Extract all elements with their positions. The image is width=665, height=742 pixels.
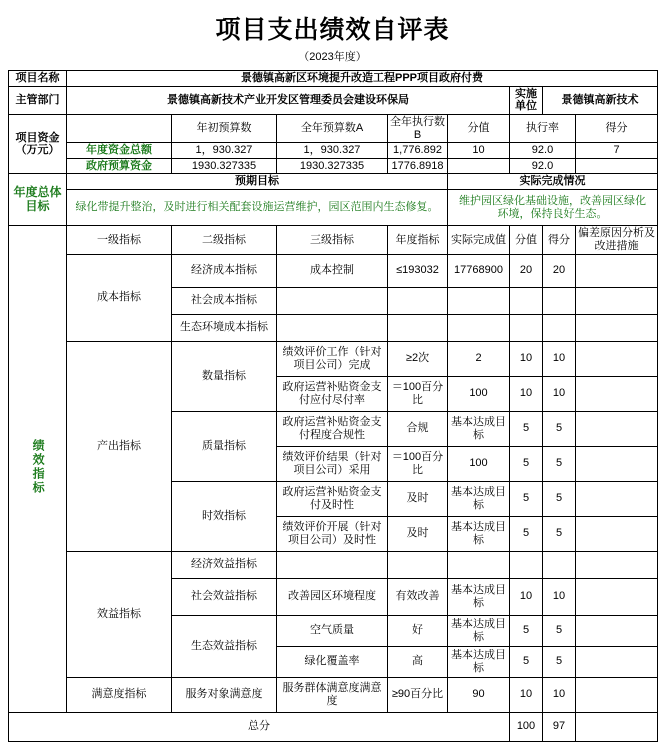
cell-level3: 空气质量 <box>277 615 388 646</box>
cell-actual: 90 <box>448 677 510 712</box>
cell-level3: 绿化覆盖率 <box>277 646 388 677</box>
cell-level3: 服务群体满意度满意度 <box>277 677 388 712</box>
goal-actual-head: 实际完成情况 <box>448 174 658 190</box>
cell-got: 10 <box>543 341 576 376</box>
cell-note <box>576 287 658 314</box>
cell-level1: 产出指标 <box>67 341 172 551</box>
cell-actual: 基本达成目标 <box>448 481 510 516</box>
cell-level1: 成本指标 <box>67 254 172 341</box>
cell-score: 10 <box>510 578 543 615</box>
cell-actual: 基本达成目标 <box>448 646 510 677</box>
head-rate: 执行率 <box>510 114 576 142</box>
funds-gov-got <box>576 158 658 174</box>
cell-level3: 政府运营补贴资金支付及时性 <box>277 481 388 516</box>
cell-level2: 经济效益指标 <box>172 551 277 578</box>
cell-level2: 社会效益指标 <box>172 578 277 615</box>
cell-note <box>576 615 658 646</box>
table-row-indicator-header <box>9 226 658 254</box>
table-row-goal-body <box>9 190 658 226</box>
cell-actual: 基本达成目标 <box>448 411 510 446</box>
cell-score: 5 <box>510 516 543 551</box>
cell-score: 5 <box>510 646 543 677</box>
cell-score: 10 <box>510 677 543 712</box>
cell-got: 5 <box>543 646 576 677</box>
cell-got: 5 <box>543 516 576 551</box>
table-row-funds-header <box>9 114 658 142</box>
cell-actual <box>448 551 510 578</box>
head-year-budget: 年初预算数 <box>172 114 277 142</box>
cell-got: 10 <box>543 677 576 712</box>
funds-gov-rate: 92.0 <box>510 158 576 174</box>
funds-total-exec: 1,776.892 <box>388 143 448 159</box>
cell-target: ≥90百分比 <box>388 677 448 712</box>
cell-note <box>576 578 658 615</box>
cell-note <box>576 341 658 376</box>
cell-level3: 成本控制 <box>277 254 388 287</box>
goal-plan-head: 预期目标 <box>67 174 448 190</box>
head-full-exec: 全年执行数B <box>388 114 448 142</box>
department-label: 主管部门 <box>9 86 67 114</box>
cell-actual <box>448 314 510 341</box>
funds-gov-score <box>448 158 510 174</box>
cell-score: 5 <box>510 615 543 646</box>
header-got: 得分 <box>543 226 576 254</box>
funds-gov-exec: 1776.8918 <box>388 158 448 174</box>
cell-level3 <box>277 314 388 341</box>
cell-actual: 2 <box>448 341 510 376</box>
cell-level2: 社会成本指标 <box>172 287 277 314</box>
table-row-department <box>9 86 658 114</box>
cell-level2: 时效指标 <box>172 481 277 551</box>
cell-actual <box>448 287 510 314</box>
header-score: 分值 <box>510 226 543 254</box>
cell-level3: 改善园区环境程度 <box>277 578 388 615</box>
cell-level3: 政府运营补贴资金支付应付尽付率 <box>277 376 388 411</box>
cell-level2: 经济成本指标 <box>172 254 277 287</box>
cell-level1: 效益指标 <box>67 551 172 677</box>
cell-actual: 基本达成目标 <box>448 578 510 615</box>
table-row-total <box>9 712 658 741</box>
header-level3: 三级指标 <box>277 226 388 254</box>
department-value: 景德镇高新技术产业开发区管理委员会建设环保局 <box>67 86 510 114</box>
cell-score: 20 <box>510 254 543 287</box>
table-row-goal-header <box>9 174 658 190</box>
page-title: 项目支出绩效自评表 <box>215 17 450 44</box>
goal-plan-text: 绿化带提升整治，及时进行相关配套设施运营维护，园区范围内生态修复。 <box>67 190 448 226</box>
cell-level2: 数量指标 <box>172 341 277 411</box>
page-subtitle: （2023年度） <box>298 51 367 63</box>
cell-score: 5 <box>510 481 543 516</box>
cell-got <box>543 314 576 341</box>
cell-target: ＝100百分比 <box>388 376 448 411</box>
cell-got: 5 <box>543 615 576 646</box>
cell-score <box>510 287 543 314</box>
cell-target: 及时 <box>388 516 448 551</box>
table-row <box>9 341 658 376</box>
funds-total-year-budget: 1，930.327 <box>172 143 277 159</box>
cell-note <box>576 677 658 712</box>
cell-level3: 政府运营补贴资金支付程度合规性 <box>277 411 388 446</box>
cell-note <box>576 254 658 287</box>
cell-score <box>510 551 543 578</box>
table-row-project-name <box>9 71 658 87</box>
header-analysis: 偏差原因分析及改进措施 <box>576 226 658 254</box>
goal-actual-text: 维护园区绿化基础设施，改善园区绿化环境，保持良好生态。 <box>448 190 658 226</box>
performance-indicator-label: 绩效指标 <box>9 226 67 712</box>
table-row-funds-gov <box>9 158 658 174</box>
cell-actual: 基本达成目标 <box>448 516 510 551</box>
project-name-value: 景德镇高新区环境提升改造工程PPP项目政府付费 <box>67 71 658 87</box>
funds-label: 项目资金（万元） <box>9 114 67 174</box>
total-label: 总分 <box>9 712 510 741</box>
cell-level2: 生态效益指标 <box>172 615 277 677</box>
cell-note <box>576 411 658 446</box>
cell-actual: 17768900 <box>448 254 510 287</box>
head-score: 分值 <box>448 114 510 142</box>
cell-level3 <box>277 287 388 314</box>
cell-target <box>388 314 448 341</box>
cell-score: 10 <box>510 341 543 376</box>
table-row <box>9 551 658 578</box>
cell-level3: 绩效评价工作（针对项目公司）完成 <box>277 341 388 376</box>
cell-target: ＝100百分比 <box>388 446 448 481</box>
cell-target <box>388 287 448 314</box>
cell-level3: 绩效评价结果（针对项目公司）采用 <box>277 446 388 481</box>
cell-note <box>576 646 658 677</box>
cell-target: 及时 <box>388 481 448 516</box>
cell-got: 10 <box>543 578 576 615</box>
cell-actual: 基本达成目标 <box>448 615 510 646</box>
cell-level2: 生态环境成本指标 <box>172 314 277 341</box>
cell-note <box>576 551 658 578</box>
cell-note <box>576 376 658 411</box>
cell-note <box>576 446 658 481</box>
cell-note <box>576 481 658 516</box>
funds-total-label: 年度资金总额 <box>67 143 172 159</box>
cell-level3: 绩效评价开展（针对项目公司）及时性 <box>277 516 388 551</box>
cell-note <box>576 516 658 551</box>
cell-level2: 服务对象满意度 <box>172 677 277 712</box>
funds-gov-year-budget: 1930.327335 <box>172 158 277 174</box>
cell-target: ≥2次 <box>388 341 448 376</box>
cell-target: 高 <box>388 646 448 677</box>
cell-got: 10 <box>543 376 576 411</box>
funds-total-full-budget: 1，930.327 <box>277 143 388 159</box>
cell-score <box>510 314 543 341</box>
cell-target <box>388 551 448 578</box>
cell-score: 10 <box>510 376 543 411</box>
total-got: 97 <box>543 712 576 741</box>
cell-score: 5 <box>510 446 543 481</box>
funds-col-blank <box>67 114 172 142</box>
cell-got: 5 <box>543 481 576 516</box>
header-actual: 实际完成值 <box>448 226 510 254</box>
cell-target: 合规 <box>388 411 448 446</box>
cell-got <box>543 551 576 578</box>
table-row-funds-total <box>9 143 658 159</box>
annual-goal-label: 年度总体目标 <box>9 174 67 226</box>
cell-level3 <box>277 551 388 578</box>
total-note <box>576 712 658 741</box>
performance-self-evaluation-table <box>8 70 658 742</box>
cell-target: 有效改善 <box>388 578 448 615</box>
cell-level2: 质量指标 <box>172 411 277 481</box>
header-year-target: 年度指标 <box>388 226 448 254</box>
cell-note <box>576 314 658 341</box>
funds-total-score: 10 <box>448 143 510 159</box>
cell-got: 5 <box>543 446 576 481</box>
cell-target: 好 <box>388 615 448 646</box>
table-row <box>9 254 658 287</box>
funds-gov-label: 政府预算资金 <box>67 158 172 174</box>
cell-actual: 100 <box>448 376 510 411</box>
cell-actual: 100 <box>448 446 510 481</box>
header-level1: 一级指标 <box>67 226 172 254</box>
funds-total-got: 7 <box>576 143 658 159</box>
project-name-label: 项目名称 <box>9 71 67 87</box>
total-score: 100 <box>510 712 543 741</box>
unit-label: 实施单位 <box>510 86 543 114</box>
funds-gov-full-budget: 1930.327335 <box>277 158 388 174</box>
cell-got: 20 <box>543 254 576 287</box>
header-level2: 二级指标 <box>172 226 277 254</box>
cell-score: 5 <box>510 411 543 446</box>
unit-value: 景德镇高新技术 <box>543 86 658 114</box>
table-row <box>9 677 658 712</box>
head-full-budget: 全年预算数A <box>277 114 388 142</box>
funds-total-rate: 92.0 <box>510 143 576 159</box>
cell-got: 5 <box>543 411 576 446</box>
head-got: 得分 <box>576 114 658 142</box>
cell-got <box>543 287 576 314</box>
cell-target: ≤193032 <box>388 254 448 287</box>
cell-level1: 满意度指标 <box>67 677 172 712</box>
